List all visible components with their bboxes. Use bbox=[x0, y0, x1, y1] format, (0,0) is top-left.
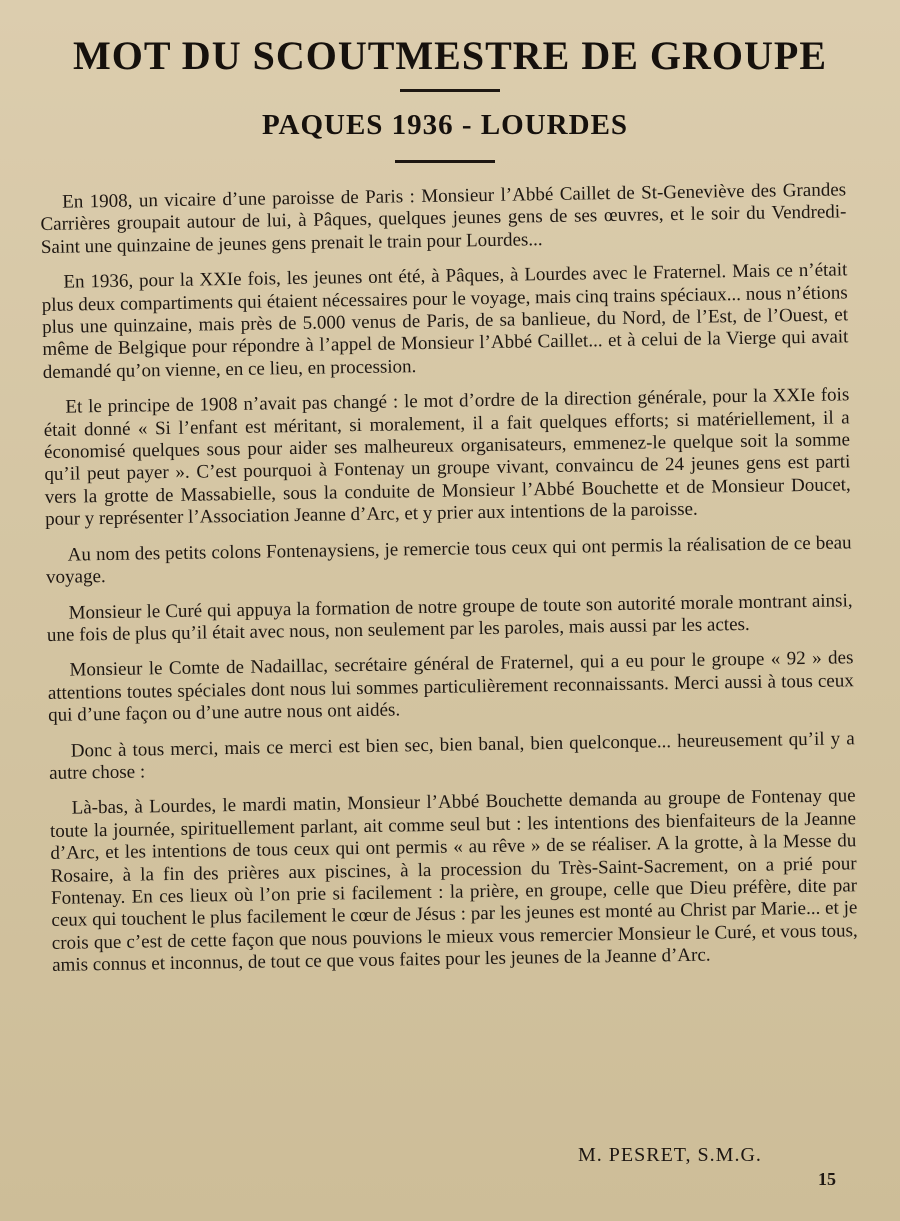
page-subtitle: PAQUES 1936 - LOURDES bbox=[261, 109, 629, 141]
paragraph-8: Là-bas, à Lourdes, le mardi matin, Monsieur l’Abbé Bouchette demanda au groupe de Fontenay que toute la journée, spirituellement parlant, ait comme seul but : les intentions des bienfaiteurs de la Jeanne d’Arc, et les intentions de tous ceux qui ont permis « au rêve » de se réaliser. A la grotte, à la Messe du Rosaire, à la fin des prières aux piscines, à la procession du Très-Saint-Sacrement, on a prié pour Fontenay. En ces lieux où l’on prie si facilement : la prière, en groupe, celle que Dieu préfère, dite par ceux qui touchent le plus facilement le cœur de Jésus : par les jeunes est monté au Christ par Marie... et je crois que c’est de cette façon que nous pouvions le mieux vous remercier Monsieur le Curé, et vous tous, amis connus et inconnus, de tout ce que vous faites pour les jeunes de la Jeanne d’Arc. bbox=[49, 785, 858, 977]
paragraph-1: En 1908, un vicaire d’une paroisse de Paris : Monsieur l’Abbé Caillet de St-Geneviève des Grandes Carrières groupait autour de lui, à Pâques, quelques jeunes gens de ses œuvres, et le soir du Vendredi-Saint une quinzaine de jeunes gens prenait le train pour Lourdes... bbox=[40, 179, 847, 258]
paragraph-5: Monsieur le Curé qui appuya la formation de notre groupe de toute son autorité morale montrant ainsi, une fois de plus qu’il était avec nous, non seulement par les paroles, mais aussi par les actes. bbox=[46, 589, 853, 646]
page-title: MOT DU SCOUTMESTRE DE GROUPE bbox=[72, 33, 827, 78]
paragraph-4: Au nom des petits colons Fontenaysiens, je remercie tous ceux qui ont permis la réalisation de ce beau voyage. bbox=[45, 531, 852, 589]
paragraph-7: Donc à tous merci, mais ce merci est bien sec, bien banal, bien quelconque... heureusement qu’il y a autre chose : bbox=[48, 727, 855, 784]
title-divider bbox=[400, 89, 500, 92]
article-body bbox=[40, 179, 858, 990]
paragraph-2: En 1936, pour la XXIe fois, les jeunes ont été, à Pâques, à Lourdes avec le Fraternel. Mais ce n’était plus deux compartiments qui étaient nécessaires pour le voyage, mais cinq trains spéciaux... nous n’étions plus une quinzaine, mais près de 5.000 venus de Paris, de sa banlieue, du Nord, de l’Est, de l’Ouest, et même de Belgique pour répondre à l’appel de Monsieur l’Abbé Caillet... et à celui de la Vierge qui avait demandé qu’on vienne, en ce lieu, en procession. bbox=[41, 259, 849, 383]
page-number: 15 bbox=[818, 1169, 836, 1189]
paragraph-6: Monsieur le Comte de Nadaillac, secrétaire général de Fraternel, qui a eu pour le groupe « 92 » des attentions toutes spéciales dont nous lui sommes particulièrement reconnaissants. Merci aussi à tous ceux qui d’une façon ou d’une autre nous ont aidés. bbox=[47, 647, 854, 727]
paragraph-3: Et le principe de 1908 n’avait pas changé : le mot d’ordre de la direction générale, pour la XXIe fois était donné « Si l’enfant est méritant, si moralement, il a fait quelques efforts; si matériellement, il a économisé quelques sous pour aider ses malheureux organisateurs, emmenez-le quelque soit la somme qu’il peut payer ». C’est pourquoi à Fontenay un groupe vivant, convaincu de 24 jeunes gens est parti vers la grotte de Massabielle, sous la conduite de Monsieur l’Abbé Bouchette et de Monsieur Doucet, pour y représenter l’Association Jeanne d’Arc, et y prier aux intentions de la paroisse. bbox=[43, 384, 851, 531]
signature: M. PESRET, S.M.G. bbox=[578, 1144, 762, 1166]
subtitle-divider bbox=[395, 160, 495, 163]
